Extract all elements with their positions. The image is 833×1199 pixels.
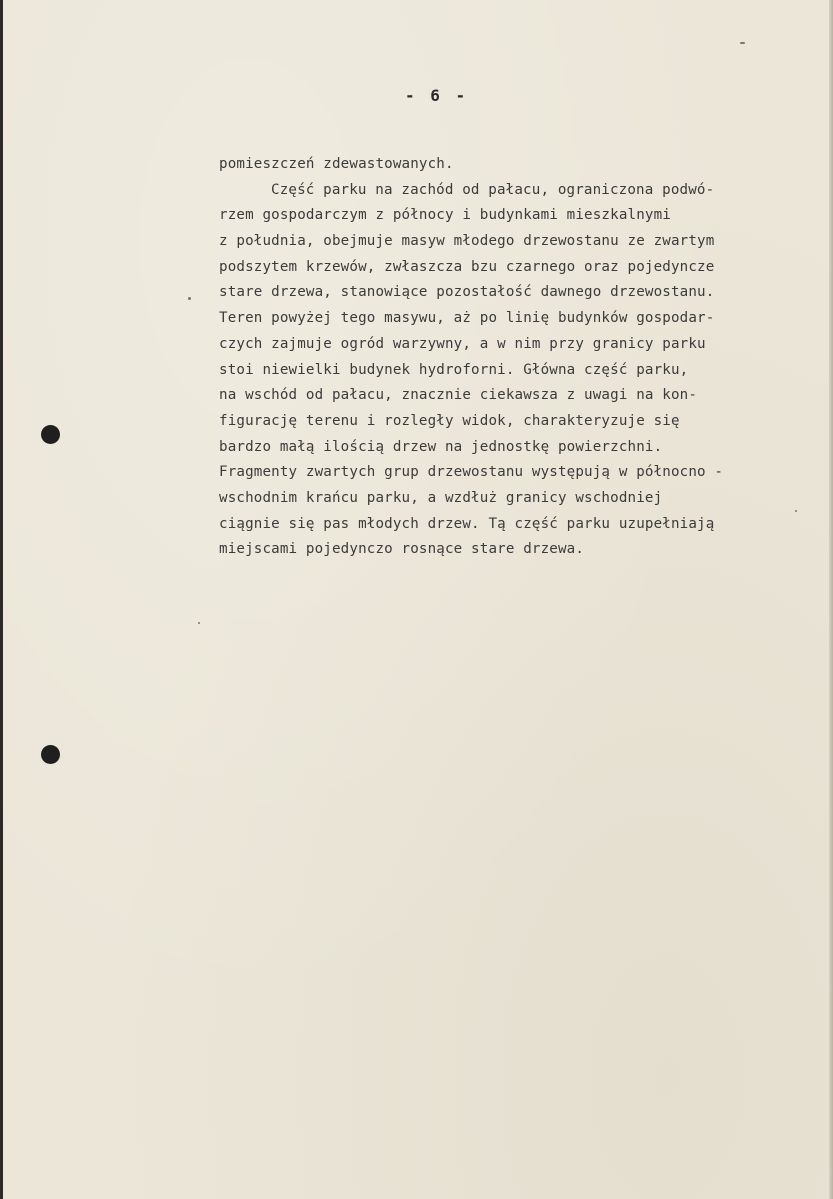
text-line: figurację terenu i rozległy widok, charakteryzuje się (219, 412, 680, 429)
text-line: pomieszczeń zdewastowanych. (219, 156, 454, 172)
text-line: czych zajmuje ogród warzywny, a w nim przy granicy parku (219, 335, 706, 352)
text-line: Część parku na zachód od pałacu, ograniczona podwó- (271, 181, 715, 198)
punch-hole (41, 425, 60, 444)
text-line: rzem gospodarczym z północy i budynkami mieszkalnymi (219, 207, 671, 224)
page-number: - 6 - (405, 86, 469, 105)
text-line: ciągnie się pas młodych drzew. Tą część parku uzupełniają (219, 515, 715, 532)
text-line: miejscami pojedynczo rosnące stare drzewa. (219, 541, 585, 558)
text-line: stoi niewielki budynek hydroforni. Główna część parku, (219, 361, 689, 378)
text-line: na wschód od pałacu, znacznie ciekawsza z uwagi na kon- (219, 387, 698, 404)
paper-speck (188, 297, 191, 300)
scan-right-edge (829, 0, 833, 1199)
paper-speck (795, 510, 797, 512)
text-line: podszytem krzewów, zwłaszcza bzu czarnego oraz pojedyncze (219, 258, 715, 275)
text-line: z południa, obejmuje masyw młodego drzewostanu ze zwartym (219, 233, 715, 250)
paper-speck (198, 622, 200, 624)
text-line: Teren powyżej tego masywu, aż po linię budynków gospodar- (219, 310, 715, 327)
paper-speck (740, 42, 745, 44)
punch-hole (41, 745, 60, 764)
text-line: stare drzewa, stanowiące pozostałość dawnego drzewostanu. (219, 284, 715, 301)
scan-left-edge (0, 0, 3, 1199)
text-line: Fragmenty zwartych grup drzewostanu występują w północno - (219, 464, 724, 481)
body-text (219, 152, 819, 563)
text-line: wschodnim krańcu parku, a wzdłuż granicy wschodniej (219, 489, 663, 506)
text-line: bardzo małą ilością drzew na jednostkę powierzchni. (219, 438, 663, 455)
